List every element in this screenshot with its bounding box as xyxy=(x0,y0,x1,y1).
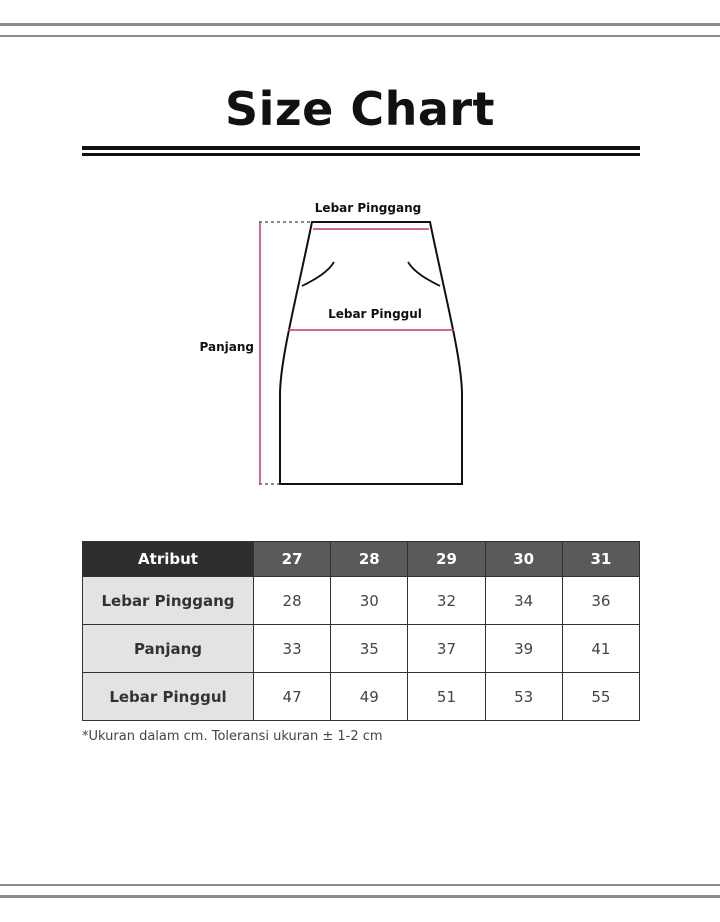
bottom-frame-line-inner xyxy=(0,884,720,886)
table-cell: 30 xyxy=(331,577,408,625)
table-cell: 28 xyxy=(254,577,331,625)
size-table xyxy=(82,541,640,721)
table-cell: 35 xyxy=(331,625,408,673)
table-cell: 47 xyxy=(254,673,331,721)
hip-label: Lebar Pinggul xyxy=(328,307,422,321)
table-cell: 55 xyxy=(562,673,639,721)
length-label: Panjang xyxy=(199,340,254,354)
row-label: Lebar Pinggul xyxy=(83,673,254,721)
table-cell: 34 xyxy=(485,577,562,625)
table-cell: 51 xyxy=(408,673,485,721)
table-header-cell: 31 xyxy=(562,542,639,577)
table-header-cell: 29 xyxy=(408,542,485,577)
table-cell: 33 xyxy=(254,625,331,673)
skirt-outline xyxy=(280,222,462,484)
table-row xyxy=(83,673,640,721)
table-header-cell: 30 xyxy=(485,542,562,577)
bottom-frame-line-outer xyxy=(0,895,720,898)
table-cell: 53 xyxy=(485,673,562,721)
table-cell: 39 xyxy=(485,625,562,673)
table-row xyxy=(83,625,640,673)
page-title: Size Chart xyxy=(224,82,496,136)
table-cell: 49 xyxy=(331,673,408,721)
tolerance-note: *Ukuran dalam cm. Toleransi ukuran ± 1-2 cm xyxy=(82,729,383,744)
table-header-cell: 28 xyxy=(331,542,408,577)
waist-label: Lebar Pinggang xyxy=(314,201,422,215)
table-cell: 41 xyxy=(562,625,639,673)
row-label: Panjang xyxy=(83,625,254,673)
table-row xyxy=(83,577,640,625)
table-cell: 37 xyxy=(408,625,485,673)
table-header-row xyxy=(83,542,640,577)
table-header-cell: 27 xyxy=(254,542,331,577)
row-label: Lebar Pinggang xyxy=(83,577,254,625)
table-header-cell: Atribut xyxy=(83,542,254,577)
table-cell: 32 xyxy=(408,577,485,625)
table-cell: 36 xyxy=(562,577,639,625)
